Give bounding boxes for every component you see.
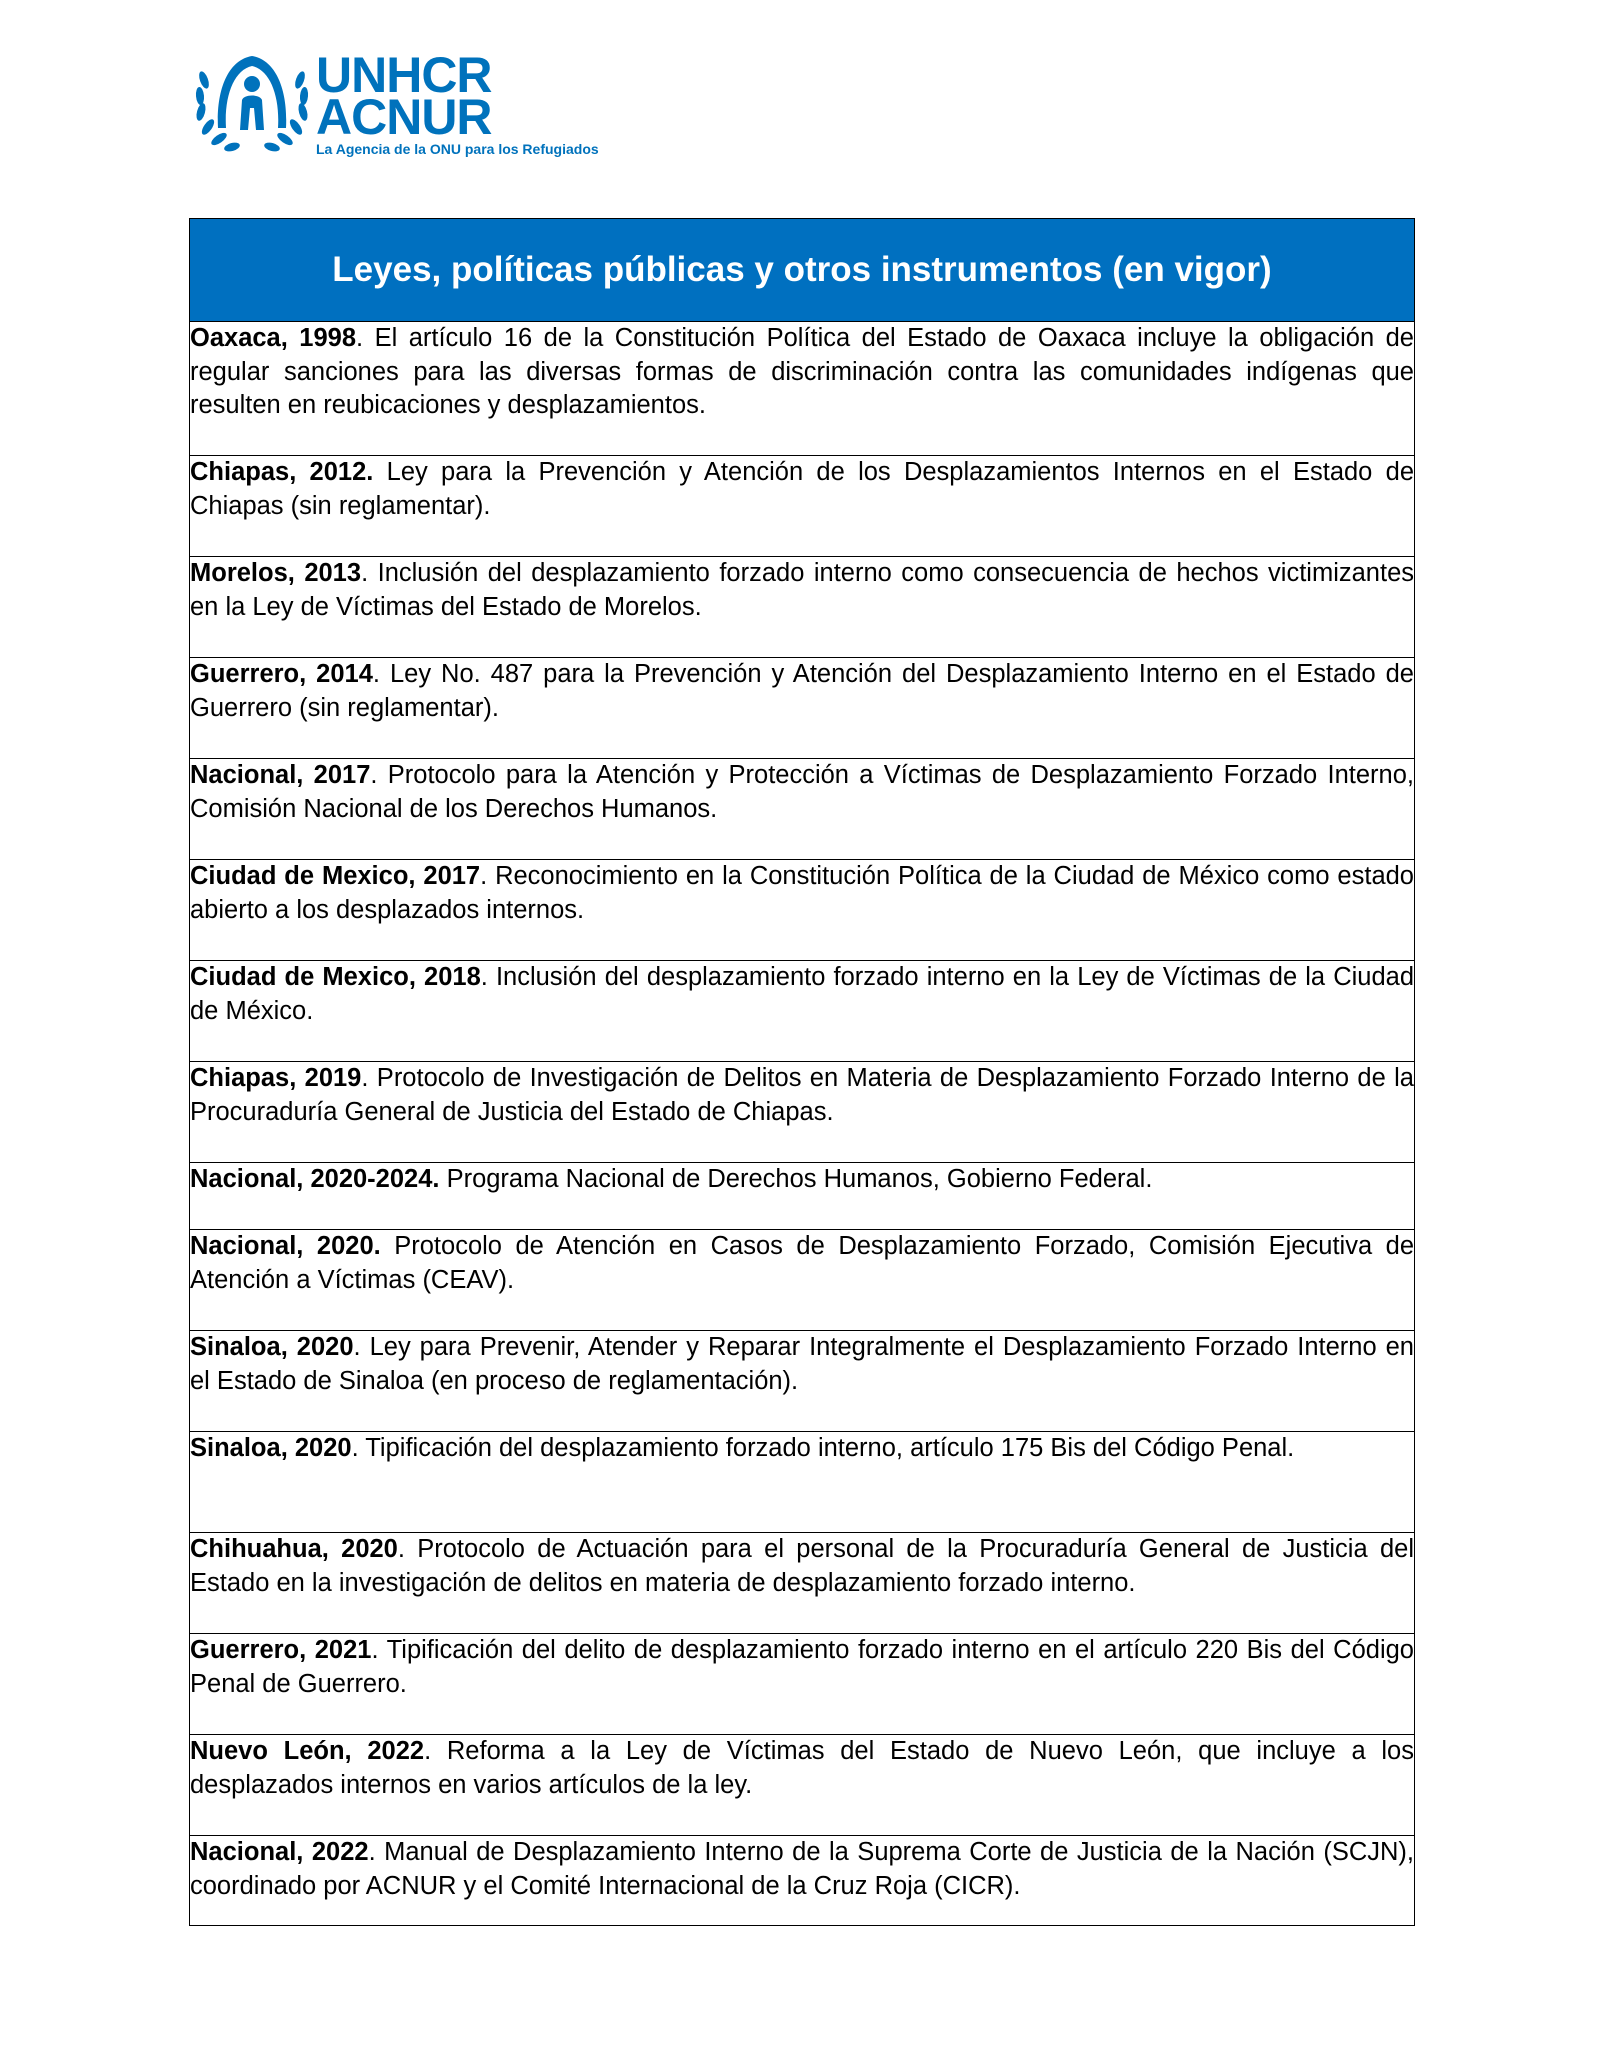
- table-row: [190, 759, 1415, 860]
- entry-label: Guerrero, 2021: [190, 1636, 372, 1664]
- table-row: [190, 1735, 1415, 1836]
- entry-text: . Reforma a la Ley de Víctimas del Estado de Nuevo León, que incluye a los desplazados internos en varios artículos de la ley.: [190, 1737, 1414, 1799]
- entry-text: . Protocolo de Actuación para el personal de la Procuraduría General de Justicia del Estado en la investigación de delitos en materia de desplazamiento forzado interno.: [190, 1535, 1414, 1597]
- policy-entry: [190, 456, 1415, 557]
- table-row: [190, 322, 1415, 456]
- brand-tagline: La Agencia de la ONU para los Refugiados: [316, 141, 599, 157]
- entry-label: Ciudad de Mexico, 2017: [190, 862, 481, 890]
- entry-text: Ley para la Prevención y Atención de los Desplazamientos Internos en el Estado de Chiapas (sin reglamentar).: [190, 458, 1414, 520]
- policy-entry: [190, 1836, 1415, 1926]
- unhcr-emblem-icon: [192, 50, 312, 160]
- brand-line-acnur: ACNUR: [316, 89, 492, 145]
- table-header-row: [190, 219, 1415, 322]
- policy-entry: [190, 759, 1415, 860]
- entry-text: . Reconocimiento en la Constitución Política de la Ciudad de México como estado abierto a los desplazados internos.: [190, 862, 1414, 924]
- brand-line-unhcr: UNHCR: [316, 47, 492, 103]
- entry-label: Nacional, 2017: [190, 761, 371, 789]
- entry-label: Morelos, 2013: [190, 559, 362, 587]
- table-row: [190, 658, 1415, 759]
- entry-label: Sinaloa, 2020: [190, 1434, 352, 1462]
- entry-text: . Manual de Desplazamiento Interno de la Suprema Corte de Justicia de la Nación (SCJN), coordinado por ACNUR y el Comité Internacional de la Cruz Roja (CICR).: [190, 1838, 1414, 1900]
- policy-entry: [190, 961, 1415, 1062]
- table-row: [190, 557, 1415, 658]
- entry-label: Nuevo León, 2022: [190, 1737, 425, 1765]
- policy-entry: [190, 1735, 1415, 1836]
- table-row: [190, 860, 1415, 961]
- entry-text: . Protocolo de Investigación de Delitos en Materia de Desplazamiento Forzado Interno de la Procuraduría General de Justicia del Estado de Chiapas.: [190, 1064, 1414, 1126]
- entry-text: . El artículo 16 de la Constitución Política del Estado de Oaxaca incluye la obligación de regular sanciones para las diversas formas de discriminación contra las comunidades indígenas que resulten en reubicaciones y desplazamientos.: [190, 324, 1414, 419]
- policy-entry: [190, 658, 1415, 759]
- policy-entry: [190, 1331, 1415, 1432]
- entry-text: . Tipificación del desplazamiento forzado interno, artículo 175 Bis del Código Penal.: [351, 1434, 1295, 1462]
- policy-entry: [190, 860, 1415, 961]
- policy-entry: [190, 557, 1415, 658]
- entry-label: Nacional, 2020-2024.: [190, 1165, 440, 1193]
- entry-label: Nacional, 2022: [190, 1838, 369, 1866]
- entry-label: Ciudad de Mexico, 2018: [190, 963, 481, 991]
- brand-text: [316, 47, 599, 158]
- entry-text: . Ley para Prevenir, Atender y Reparar Integralmente el Desplazamiento Forzado Interno en el Estado de Sinaloa (en proceso de reglamentación).: [190, 1333, 1414, 1395]
- table-row: [190, 1062, 1415, 1163]
- policy-table: [189, 218, 1415, 1926]
- entry-label: Chihuahua, 2020: [190, 1535, 398, 1563]
- table-header: Leyes, políticas públicas y otros instrumentos (en vigor): [190, 219, 1415, 322]
- entry-label: Guerrero, 2014: [190, 660, 373, 688]
- table-row: [190, 1230, 1415, 1331]
- entry-text: . Tipificación del delito de desplazamiento forzado interno en el artículo 220 Bis del Código Penal de Guerrero.: [190, 1636, 1414, 1698]
- entry-text: Protocolo de Atención en Casos de Desplazamiento Forzado, Comisión Ejecutiva de Atención a Víctimas (CEAV).: [190, 1232, 1415, 1294]
- table-row: [190, 1533, 1415, 1634]
- table-row: [190, 1634, 1415, 1735]
- table-row: [190, 1432, 1415, 1533]
- entry-label: Chiapas, 2012.: [190, 458, 374, 486]
- entry-text: Programa Nacional de Derechos Humanos, Gobierno Federal.: [439, 1165, 1153, 1193]
- policy-entry: [190, 1432, 1415, 1533]
- entry-label: Chiapas, 2019: [190, 1064, 362, 1092]
- table-row: [190, 1836, 1415, 1926]
- policy-entry: [190, 1230, 1415, 1331]
- entry-label: Oaxaca, 1998: [190, 324, 357, 352]
- policy-entry: [190, 1163, 1415, 1230]
- entry-text: . Inclusión del desplazamiento forzado interno en la Ley de Víctimas de la Ciudad de México.: [190, 963, 1414, 1025]
- table-row: [190, 961, 1415, 1062]
- entry-text: . Inclusión del desplazamiento forzado interno como consecuencia de hechos victimizantes en la Ley de Víctimas del Estado de Morelos.: [190, 559, 1415, 621]
- entry-text: . Protocolo para la Atención y Protección a Víctimas de Desplazamiento Forzado Interno, Comisión Nacional de los Derechos Humanos.: [190, 761, 1414, 823]
- unhcr-logo: [192, 47, 632, 160]
- entry-label: Sinaloa, 2020: [190, 1333, 354, 1361]
- policy-entry: [190, 1062, 1415, 1163]
- entry-label: Nacional, 2020.: [190, 1232, 381, 1260]
- policy-entry: [190, 322, 1415, 456]
- entry-text: . Ley No. 487 para la Prevención y Atención del Desplazamiento Interno en el Estado de Guerrero (sin reglamentar).: [190, 660, 1414, 722]
- table-row: [190, 1163, 1415, 1230]
- policy-entry: [190, 1634, 1415, 1735]
- policy-entry: [190, 1533, 1415, 1634]
- table-row: [190, 1331, 1415, 1432]
- table-row: [190, 456, 1415, 557]
